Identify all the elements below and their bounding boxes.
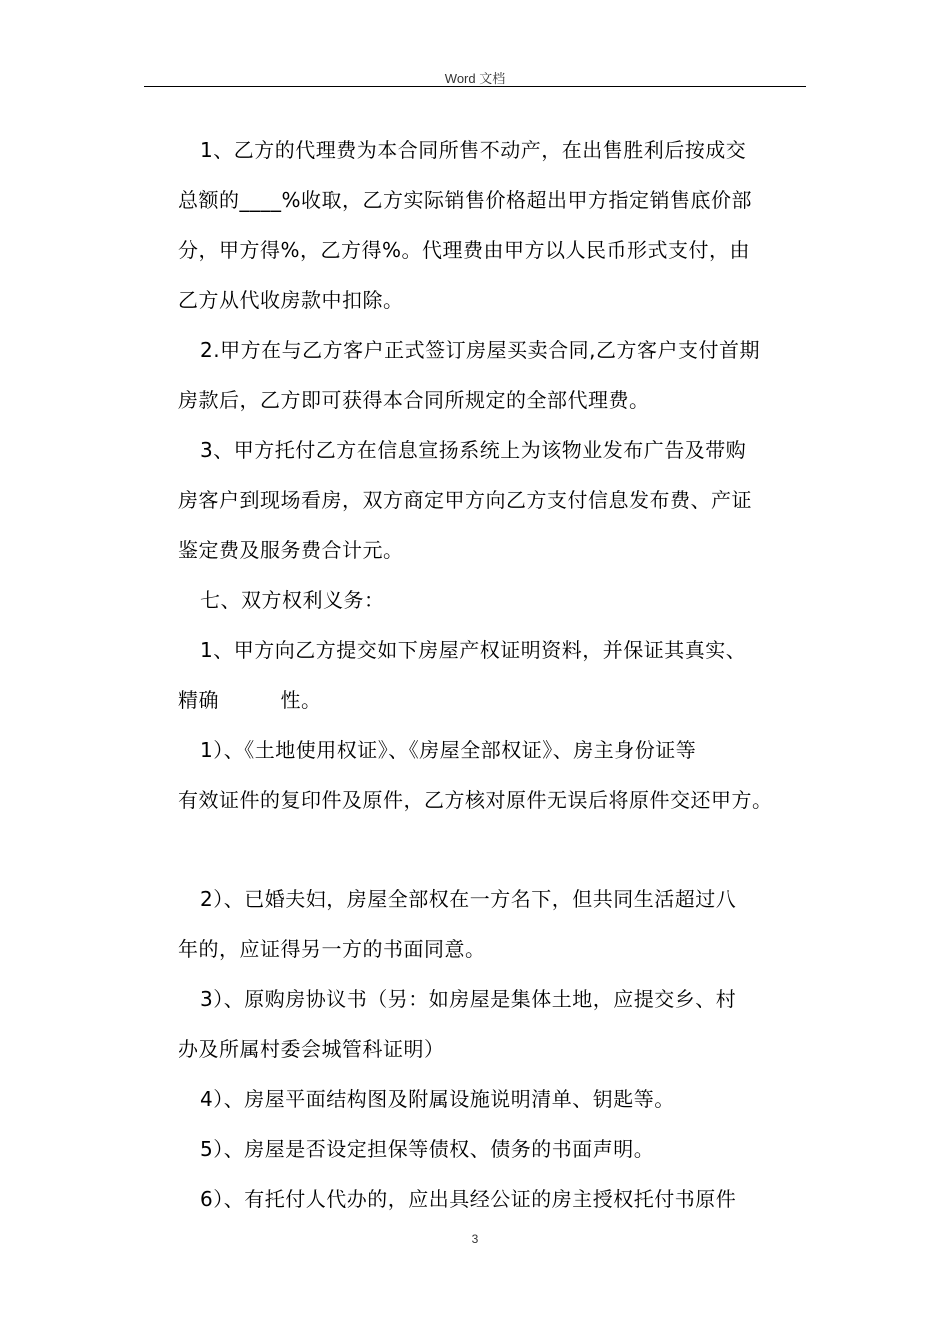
paragraph-line: 1、甲方向乙方提交如下房屋产权证明资料，并保证其真实、 [200,638,747,662]
paragraph-line: 房客户到现场看房，双方商定甲方向乙方支付信息发布费、产证 [178,488,752,512]
section-heading: 七、双方权利义务： [200,588,385,612]
paragraph-line: 1、乙方的代理费为本合同所售不动产，在出售胜利后按成交 [200,138,747,162]
paragraph-line: 6）、有托付人代办的，应出具经公证的房主授权托付书原件 [200,1187,737,1211]
paragraph-line: 有效证件的复印件及原件，乙方核对原件无误后将原件交还甲方。 [178,788,773,812]
paragraph-line: 鉴定费及服务费合计元。 [178,538,404,562]
paragraph-line: 3）、原购房协议书（另：如房屋是集体土地，应提交乡、村 [200,987,737,1011]
paragraph-line: 房款后，乙方即可获得本合同所规定的全部代理费。 [178,388,650,412]
paragraph-line: 办及所属村委会城管科证明） [178,1037,445,1061]
paragraph-line: 3、甲方托付乙方在信息宣扬系统上为该物业发布广告及带购 [200,438,747,462]
paragraph-line: 4）、房屋平面结构图及附属设施说明清单、钥匙等。 [200,1087,675,1111]
paragraph-line: 分，甲方得%，乙方得%。代理费由甲方以人民币形式支付，由 [178,238,751,262]
paragraph-line: 1）、《土地使用权证》、《房屋全部权证》、房主身份证等 [200,738,697,762]
paragraph-line: 总额的____%收取，乙方实际销售价格超出甲方指定销售底价部 [178,188,753,212]
header-divider [144,86,806,87]
paragraph-line: 2）、已婚夫妇，房屋全部权在一方名下，但共同生活超过八 [200,887,737,911]
paragraph-line: 年的，应证得另一方的书面同意。 [178,937,486,961]
paragraph-line: 2.甲方在与乙方客户正式签订房屋买卖合同,乙方客户支付首期 [200,338,760,362]
paragraph-line: 5）、房屋是否设定担保等债权、债务的书面声明。 [200,1137,655,1161]
paragraph-line: 精确 性。 [178,688,322,712]
paragraph-line: 乙方从代收房款中扣除。 [178,288,404,312]
page-number: 3 [471,1232,479,1246]
page-header: Word 文档 [444,71,506,86]
